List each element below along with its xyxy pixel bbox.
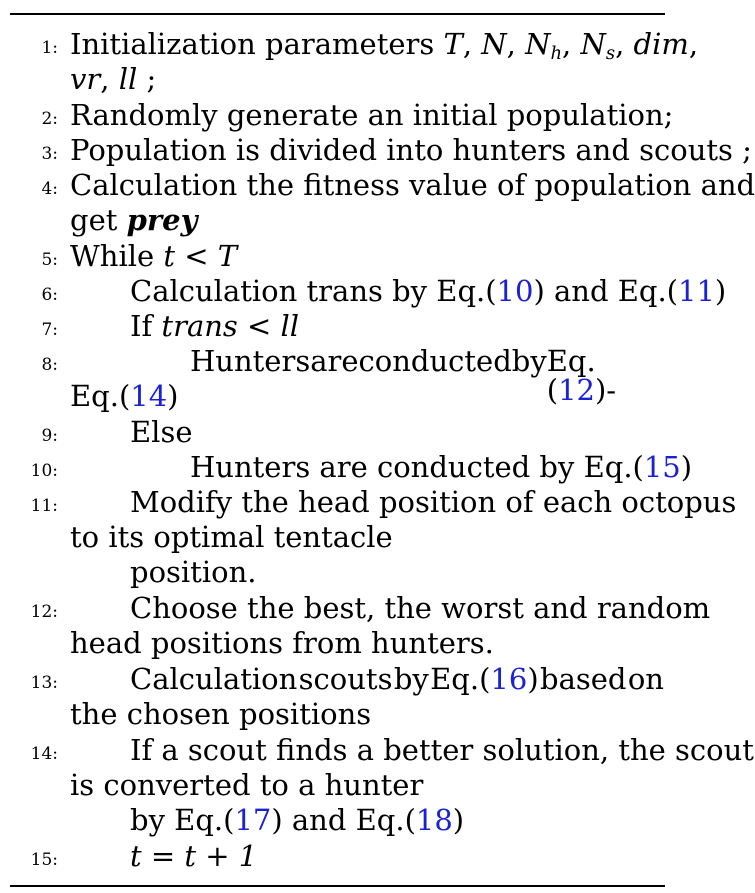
line-number: 6: <box>41 285 58 305</box>
step-11-line-3: position. <box>130 555 257 589</box>
equation-ref-link[interactable]: 18 <box>415 803 453 837</box>
step-5: While t < T <box>70 239 238 273</box>
step-13-line-1: Calculation scouts by Eq.(16) based on <box>130 662 664 696</box>
step-12-line-1: Choose the best, the worst and random <box>130 591 711 625</box>
prey-term: prey <box>126 203 198 237</box>
line-number: 13: <box>30 673 58 693</box>
step-15: t = t + 1 <box>130 839 258 873</box>
step-14-line-2: is converted to a hunter <box>70 768 424 802</box>
line-number: 14: <box>30 744 58 764</box>
step-1-line-2: vr, ll ; <box>70 62 157 96</box>
step-4-line-1: Calculation the fitness value of population and <box>70 168 755 202</box>
equation-ref-link[interactable]: 11 <box>678 274 715 308</box>
step-7: If trans < ll <box>130 309 300 343</box>
line-number: 7: <box>41 320 58 340</box>
equation-ref-link[interactable]: 15 <box>643 450 681 484</box>
line-number: 2: <box>41 109 58 129</box>
top-rule <box>10 13 665 15</box>
step-11-line-1: Modify the head position of each octopus <box>130 485 737 519</box>
line-number: 11: <box>30 496 58 516</box>
line-number: 10: <box>30 461 58 481</box>
step-13-line-2: the chosen positions <box>70 697 372 731</box>
step-3: Population is divided into hunters and scouts ; <box>70 133 752 167</box>
step-2: Randomly generate an initial population; <box>70 98 674 132</box>
step-12-line-2: head positions from hunters. <box>70 626 494 660</box>
equation-ref-link[interactable]: 12 <box>558 373 595 407</box>
step-4-line-2: get prey <box>70 203 198 237</box>
line-number: 4: <box>41 179 58 199</box>
step-9: Else <box>130 415 193 449</box>
step-1-line-1: Initialization parameters T, N, $N_h$, $N_s$, dim, <box>70 27 699 65</box>
line-number: 3: <box>41 144 58 164</box>
step-8-line-2: Eq.(14) <box>70 379 179 413</box>
equation-ref-link[interactable]: 14 <box>130 379 168 413</box>
line-number: 1: <box>41 38 58 58</box>
step-11-line-2: to its optimal tentacle <box>70 520 393 554</box>
line-number: 5: <box>41 250 58 270</box>
line-number: 12: <box>30 602 58 622</box>
equation-ref-link[interactable]: 17 <box>234 803 272 837</box>
step-8-line-1: Hunters are conducted by Eq.(12)- <box>190 344 617 407</box>
step-14-line-1: If a scout finds a better solution, the scout <box>130 733 754 767</box>
line-number: 8: <box>41 355 58 375</box>
step-6: Calculation trans by Eq.(10) and Eq.(11) <box>130 274 727 308</box>
equation-ref-link[interactable]: 10 <box>496 274 534 308</box>
line-number: 15: <box>30 850 58 870</box>
step-14-line-3: by Eq.(17) and Eq.(18) <box>130 803 465 837</box>
step-10: Hunters are conducted by Eq.(15) <box>190 450 693 484</box>
bottom-rule <box>10 885 665 887</box>
equation-ref-link[interactable]: 16 <box>490 662 528 696</box>
line-number: 9: <box>41 426 58 446</box>
